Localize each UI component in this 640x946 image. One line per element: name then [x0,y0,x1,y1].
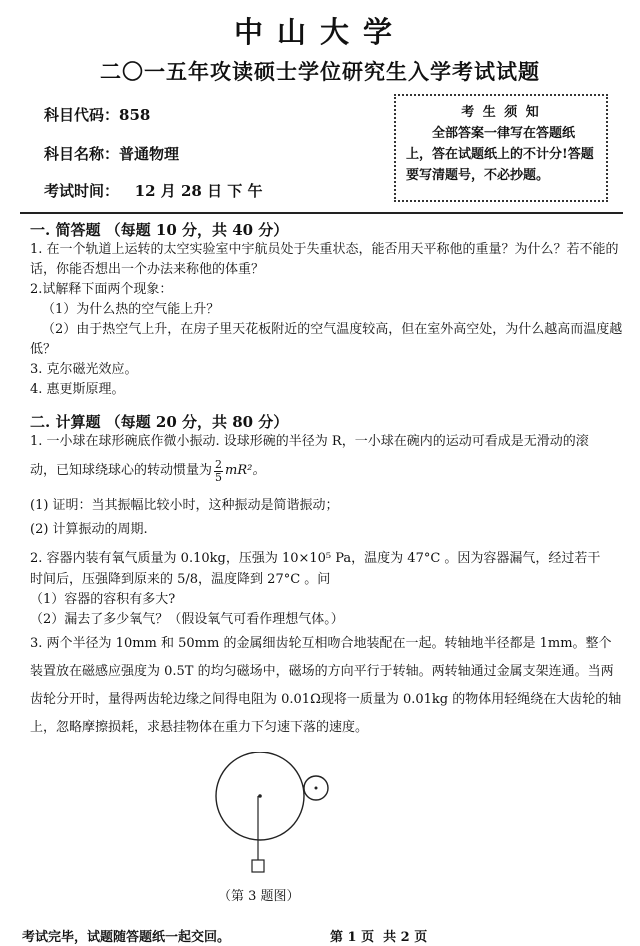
fraction-numerator: 2 [215,457,223,471]
hanging-mass [252,860,264,872]
section1-q2: 2.试解释下面两个现象： [30,282,173,297]
university-name: 中山大学 [233,15,406,49]
section1-title: 一. 简答题 （每题 10 分，共 40 分） [30,221,289,239]
subject-code: 科目代码：858 [44,106,151,124]
section1-q2a: （1）为什么热的空气能上升？ [42,302,220,317]
section2-q2-line2: 时间后，压强降到原来的 5/8，温度降到 27°C 。问 [30,572,331,587]
section2-q1-part2: (2) 计算振动的周期. [30,522,148,537]
footer-note: 考试完毕，试题随答题纸一起交回。 [22,930,231,945]
fraction [214,459,223,484]
section1-q2b: （2）由于热空气上升，在房子里天花板附近的空气温度较高，但在室外高空处，为什么越高而温度越低？ [30,322,623,357]
section2-q1-part1: (1) 证明：当其振幅比较小时，这种振动是简谐振动； [30,498,339,513]
header-divider [20,212,623,214]
section2-q1-line2-pre: 动，已知球绕球心的转动惯量为 [30,463,213,478]
notice-title: 考 生 须 知 [461,105,541,120]
section2-title: 二. 计算题 （每题 20 分，共 80 分） [30,413,289,431]
exam-title: 二〇一五年攻读硕士学位研究生入学考试试题 [100,59,540,84]
section2-q1-line2-post: mR²。 [225,463,266,478]
section2-q3: 3. 两个半径为 10mm 和 50mm 的金属细齿轮互相吻合地装配在一起。转轴地半径都是 1mm。整个装置放在磁感应强度为 0.5T 的均匀磁场中，磁场的方向平行于转轴。两转轴通过金属支架连通。当两齿轮分开时，量得两齿轮边缘之间得电阻为 0.01Ω现将一质量为 0.01kg 的物体用轻绳绕在大齿轮的轴上，忽略摩擦损耗，求悬挂物体在重力下匀速下落的速度。 [30,636,622,735]
section2-q2-part2: （2）漏去了多少氧气？（假设氧气可看作理想气体。） [30,612,344,627]
figure-caption: （第 3 题图） [218,889,300,904]
subject-name: 科目名称：普通物理 [44,145,180,163]
small-gear-axle [315,787,318,790]
notice-body: 全部答案一律写在答题纸上，答在试题纸上的不计分!答题要写清题号，不必抄题。 [406,126,594,183]
section1-q1: 1. 在一个轨道上运转的太空实验室中宇航员处于失重状态，能否用天平称他的重量？为什么？若不能的话，你能否想出一个办法来称他的体重？ [30,242,619,277]
fraction-denominator: 5 [215,470,223,484]
gear-diagram [200,752,360,887]
section2-q1-line1: 1. 一小球在球形碗底作微小振动. 设球形碗的半径为 R，一小球在碗内的运动可看成是无滑动的滚 [30,434,589,449]
section1-q3: 3. 克尔磁光效应。 [30,362,138,377]
exam-time: 考试时间： 12 月 28 日 下 午 [44,182,263,200]
section1-q4: 4. 惠更斯原理。 [30,382,125,397]
section2-q1-line2 [30,456,624,486]
page-number: 第 1 页 共 2 页 [330,930,428,945]
large-gear-axle [258,794,262,798]
section2-q2-line1: 2. 容器内装有氧气质量为 0.10kg，压强为 10×10⁵ Pa，温度为 47°C 。因为容器漏气，经过若干 [30,551,601,566]
section2-q2-part1: （1）容器的容积有多大? [30,592,176,607]
notice-box [394,94,608,202]
